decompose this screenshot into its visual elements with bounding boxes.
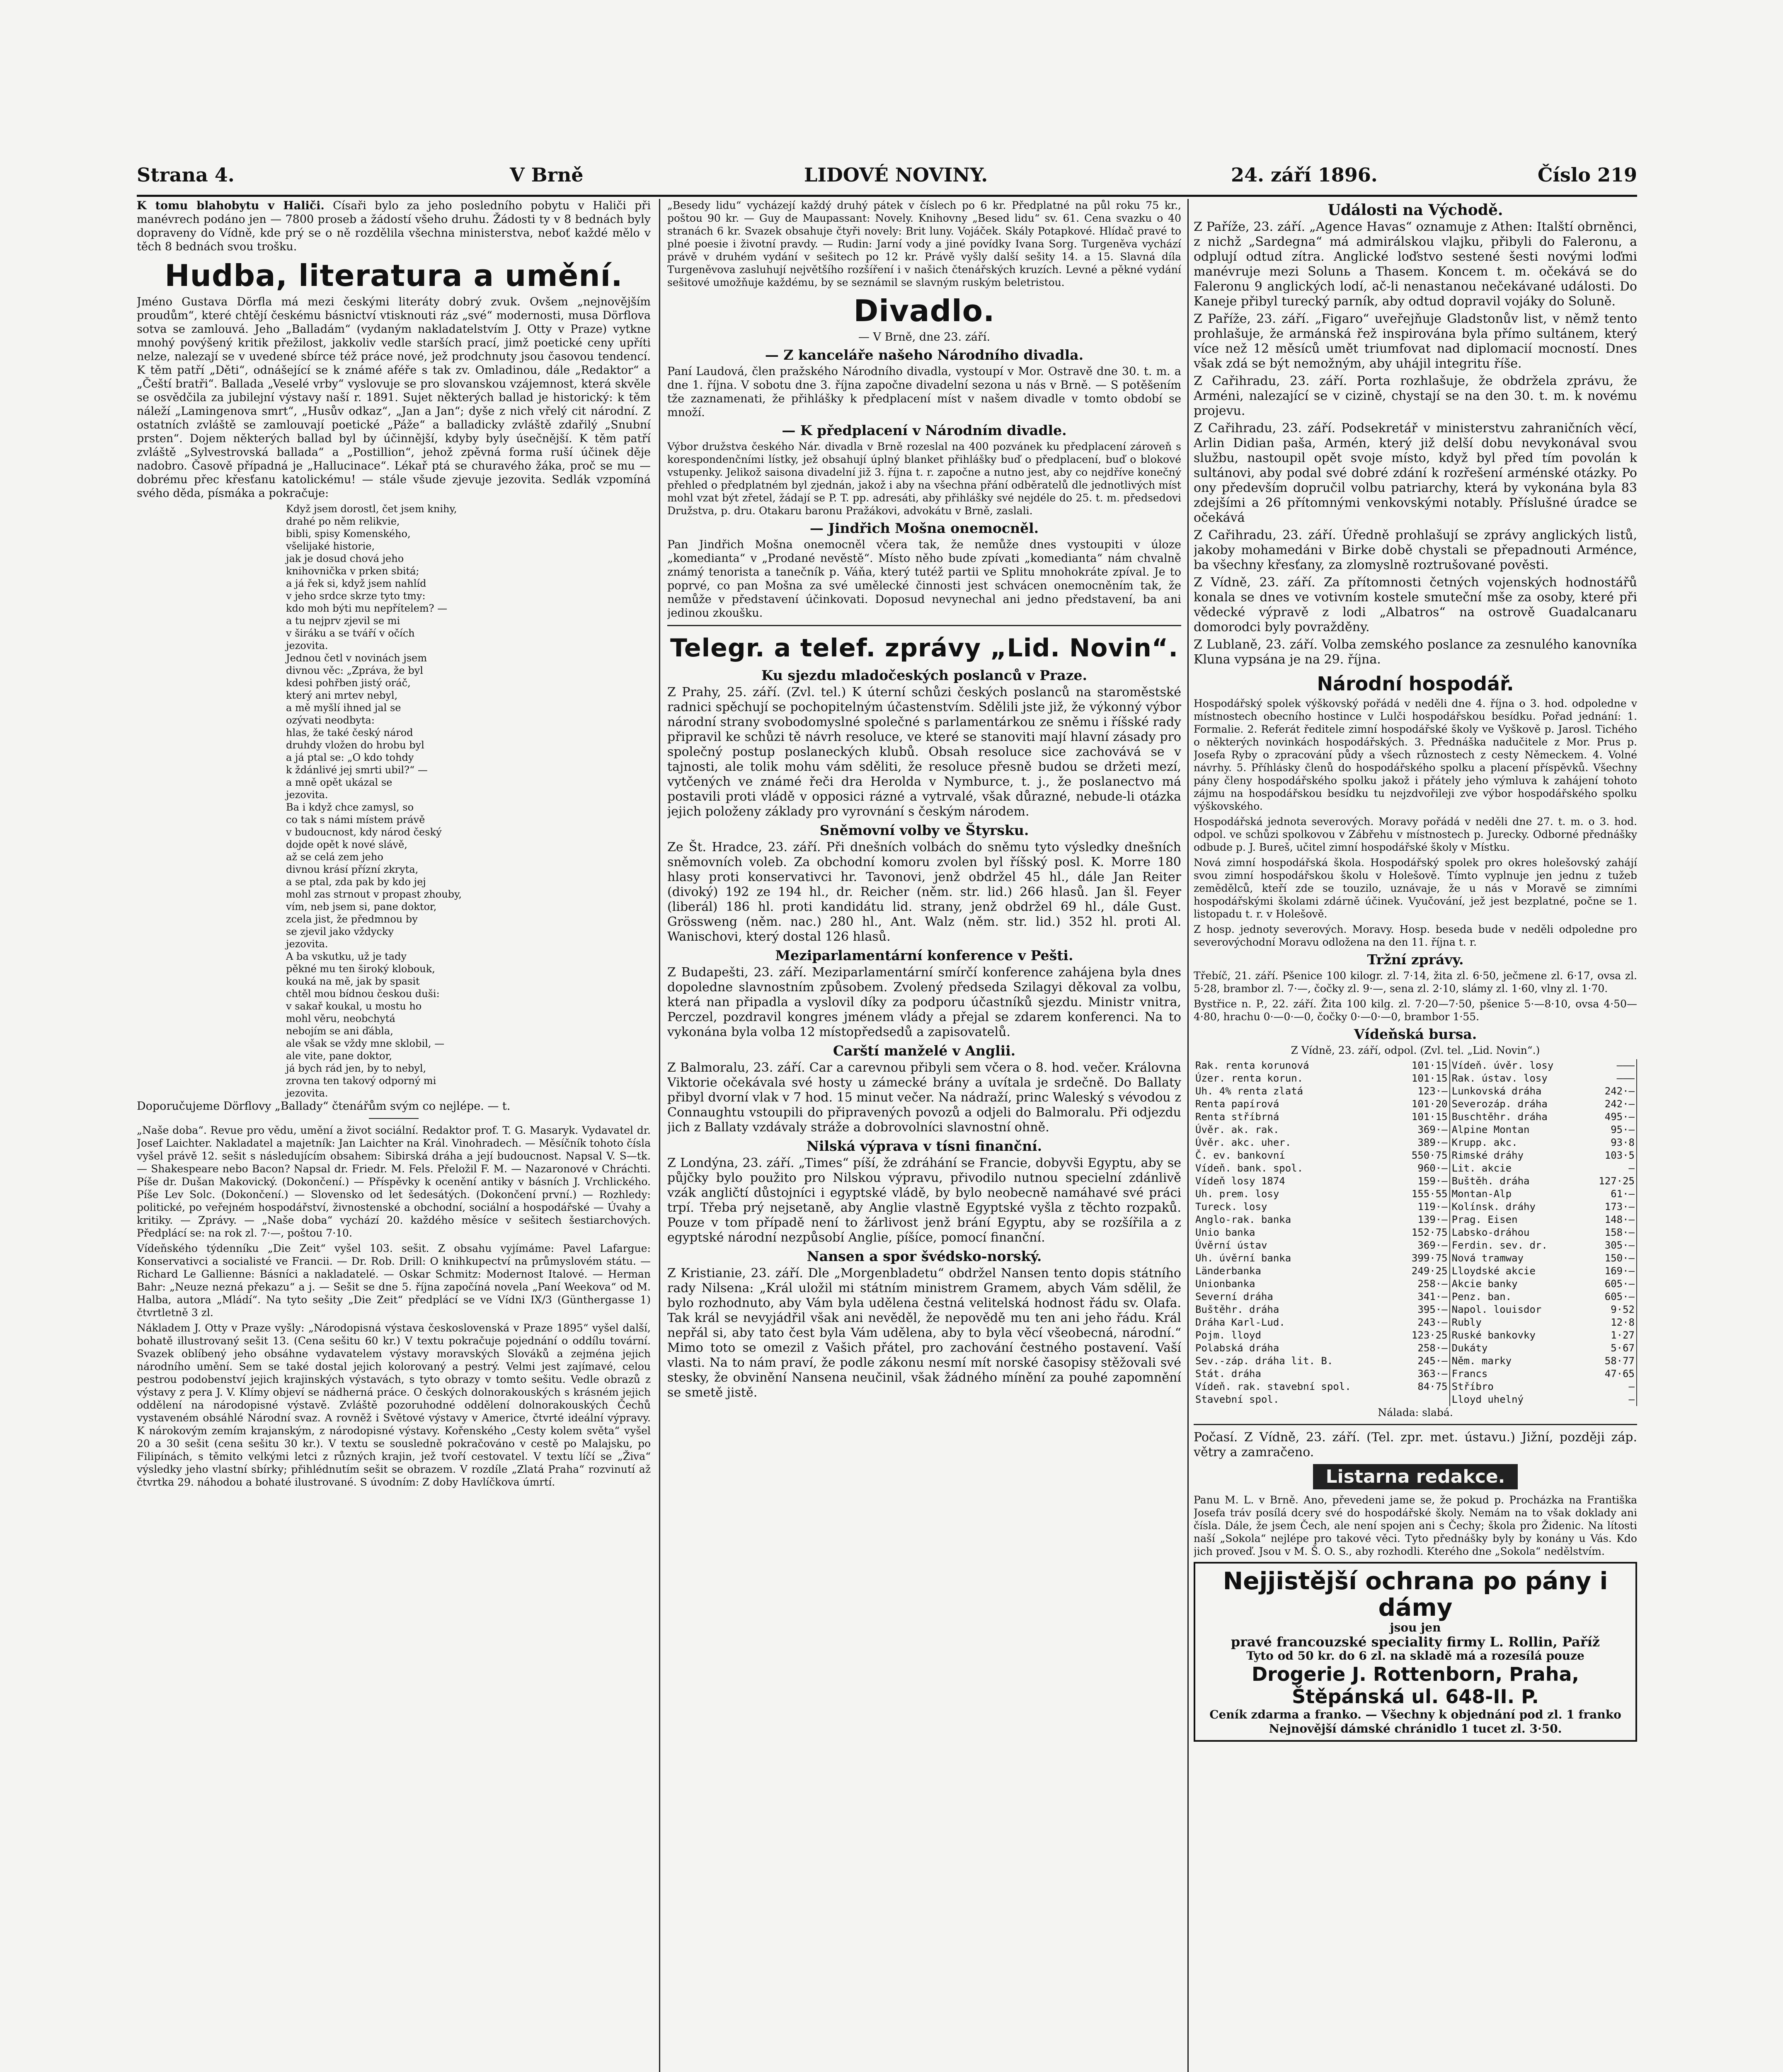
bursa-security: Rimské dráhy xyxy=(1451,1150,1524,1161)
bursa-price: 369·— xyxy=(1398,1123,1449,1136)
bursa-row xyxy=(1194,1226,1637,1239)
poem-line: Když jsem dorostl, čet jsem knihy, xyxy=(286,503,457,515)
bursa-security: Stát. dráha xyxy=(1195,1368,1261,1380)
bursa-security: Alpine Montan xyxy=(1451,1124,1530,1135)
bursa-price: — xyxy=(1586,1162,1637,1175)
section-heading: Telegr. a telef. zprávy „Lid. Novin“. xyxy=(670,634,1179,663)
poem-line: co tak s námi místem právě xyxy=(286,814,425,825)
bursa-row xyxy=(1194,1059,1637,1072)
letters-text: Panu M. L. v Brně. Ano, převedeni jame se, že pokud p. Procházka na Františka Josefa tráv posílá dcery své do hospodářské školy. Nemám na to však doklady ani čísla. Dále, že jsem Čech, ale není spojen ani s Čechy; škola pro Židenic. Na lítosti naší „Sokola“ nejlépe pro takové věci. Tyto přednášky byly by konány u Vás. Kdo jich proveď. Jsou v M. Š. O. S., aby rozhodli. Kterého dne „Sokola“ nedělstvím. xyxy=(1194,1494,1637,1557)
bursa-price: 103·5 xyxy=(1586,1149,1637,1162)
poem-line: a mě myšlí ihned jal se xyxy=(286,702,401,714)
article-title: Tržní zprávy. xyxy=(1367,951,1464,968)
article-title: K tomu blahobytu v Haliči. xyxy=(137,199,325,212)
bursa-security: Stavební spol. xyxy=(1195,1394,1279,1405)
bursa-security: Uh. úvěrní banka xyxy=(1195,1252,1291,1264)
bursa-security: Úvěr. akc. uher. xyxy=(1195,1137,1291,1148)
bursa-price: 242·— xyxy=(1586,1098,1637,1111)
bursa-price: 101·15 xyxy=(1398,1111,1449,1123)
bursa-price: 158·— xyxy=(1586,1226,1637,1239)
poem-line: knihovnička v prken sbitá; xyxy=(286,565,419,577)
issue-date: 24. září 1896. xyxy=(1231,164,1378,186)
article-title: Sněmovní volby ve Štyrsku. xyxy=(819,822,1029,838)
poem xyxy=(137,503,651,1099)
bursa-price: 155·55 xyxy=(1398,1188,1449,1201)
bursa-price: 960·— xyxy=(1398,1162,1449,1175)
article-text: Výbor družstva českého Nár. divadla v Brně rozeslal na 400 pozvánek ku předplacení zároveň s korespondenčními lístky, jež obsahují úplný blanket přihlášky buď o předplacení, buď o blokové vstupenky. Jelikož saisona divadelní již 3. října t. r. započne a nutno jest, aby co nejdříve konečný přehled o předplatném byl zjednán, jakož i aby na všechna přání odběratelů dle jednotlivých míst mohl vzat být zřetel, žádají se P. T. pp. adresáti, aby přihlášky své nejdéle do 25. t. m. předsedovi Družstva, p. dru. Otakaru baronu Pražákovi, advokátu v Brně, zaslali. xyxy=(667,441,1181,517)
poem-line: bibli, spisy Komenského, xyxy=(286,528,411,540)
bursa-price: 123·25 xyxy=(1398,1329,1449,1342)
poem-line: ozývati neodbyta: xyxy=(286,714,375,726)
bursa-security: Rak. renta korunová xyxy=(1195,1060,1309,1071)
ad-text: Ceník zdarma a franko. — Všechny k objednání pod zl. 1 franko xyxy=(1209,1708,1621,1721)
article-otty: Nákladem J. Otty v Praze vyšly: „Národopisná výstava československá v Praze 1895“ vyšel další, bohatě illustrovaný sešit 13. (Cena sešitu 60 kr.) V textu pokračuje pojednání o oddílu tovární. Svazek oblíbený jeho obsáhne vydavatelem výstavy moravských Slováků a zejména jejich národního umění. Sem se také dostal jejich kolorovaný a pestrý. Velmi jest zajímavé, celou pestrou podobenství jejich krajinských výstavách, s tyto obrazy v tomto sešitu. Vedle obrazů z výstavy z pera J. V. Klímy objeví se nádherná práce. O českých dolnorakouských s krásném jejich oddělení na národopisné výstavě. Zvláště pozoruhodné oddělení dolnorakouských Čechů vystaveném obsáhlé Národní svaz. A rovněž i Světové výstavy v Americe, čtvrté ideální výpravy. K nárokovým zemím krajanským, z národopisné výstavy. Kořenského „Cesty kolem světa“ vyšel 20 a 30 sešit (cena sešitu 30 kr.). V textu se sousledně pokračováno v cestě po Malajsku, po Filipínách, s těmito velkými letci z různých krajin, jež tvoří cestovatel. V textu líčí se „Živa“ výsledky jeho vlastní sbírky; přihlédnutím sešit se obrazem. V rozdíle „Zlatá Praha“ rozvinutí až čtvrtka 29. náhodou a bohaté ilustrované. S úvodním: Z doby Havlíčkova úmrtí. xyxy=(137,1322,651,1488)
bursa-price: 58·77 xyxy=(1586,1355,1637,1368)
bursa-security: Severozáp. dráha xyxy=(1451,1098,1548,1110)
bursa-price: 127·25 xyxy=(1586,1175,1637,1188)
bursa-row xyxy=(1194,1085,1637,1098)
poem-line: zrovna ten takový odporný mi xyxy=(286,1075,436,1087)
article-text: Z Balmoralu, 23. září. Car a carevnou přibyli sem včera o 8. hod. večer. Královna Viktorie očekávala své hosty u zámecké brány a uvítala je srdečně. Do Ballaty přibyl dvorní vlak v 7 hod. 15 minut večer. Na nádraží, princ Waleský s vévodou z Connaughtu vstoupili do připravených povozů a odjeli do Balmoralu. Při odjezdu jich z Ballaty vzdávaly stráže a dobrovolníci slavnostní ohně. xyxy=(667,1060,1181,1135)
article-text: Z Budapešti, 23. září. Meziparlamentární smírčí konference zahájena byla dnes dopoledne slavnostním způsobem. Zvolený předseda Szilagyi děkoval za volbu, která nan připadla a vyslovil díky za podporu účastníků sjezdu. Ministr vnitra, Perczel, pozdravil kongres jménem vlády a přejal se zdarem konferenci. Na to vykonána byla volba 12 místopředsedů a zapisovatelů. xyxy=(667,965,1181,1039)
article-nase-doba: „Naše doba“. Revue pro vědu, umění a život sociální. Redaktor prof. T. G. Masaryk. Vydavatel dr. Josef Laichter. Nakladatel a majetník: Jan Laichter na Král. Vinohradech. — Měsíčník tohoto čísla vyšel právě 12. sešit s následujícím obsahem: Sibirská dráha a její budoucnost. Napsal V. S—tk. — Shakespeare nebo Bacon? Napsal dr. Friedr. M. Fels. Přeložil F. M. — Nazaronové v Chráchti. Píše dr. Dušan Makovický. (Dokončení.) — Příspěvky k ocenění antiky v básních J. Vrchlického. Píše Lev Solc. (Dokončení.) — Slovensko od let šedesátých. (Dokončení první.) — Rozhledy: politické, po veřejném hospodářství, živnostenské a obchodní, sociální a hospodářské — Úvahy a kritiky. — Zprávy. — „Naše doba“ vychází 20. každého měsíce v sešitech šestiarchových. Předplácí se: na rok zl. 7·—, poštou 7·10. xyxy=(137,1124,651,1239)
bursa-row xyxy=(1194,1393,1637,1406)
poem-line: v širáku a se tváří v očích xyxy=(286,627,415,639)
bursa-row xyxy=(1194,1303,1637,1316)
bursa-security: Unionbanka xyxy=(1195,1278,1255,1290)
bursa-price: 93·8 xyxy=(1586,1136,1637,1149)
bursa-security: Buštěh. dráha xyxy=(1451,1175,1530,1187)
bursa-price: 148·— xyxy=(1586,1213,1637,1226)
bursa-security: Rak. ústav. losy xyxy=(1451,1072,1548,1084)
bursa-price: 159·— xyxy=(1398,1175,1449,1188)
bursa-price: 169·— xyxy=(1586,1265,1637,1278)
bursa-price: ——— xyxy=(1586,1072,1637,1085)
poem-line: v budoucnost, kdy národ český xyxy=(286,826,442,838)
bursa-security: Akcie banky xyxy=(1451,1278,1518,1290)
poem-line: a tu nejprv zjevil se mi xyxy=(286,615,400,627)
ad-headline: Nejjistější ochrana po pány i dámy xyxy=(1223,1567,1608,1622)
bursa-price: 550·75 xyxy=(1398,1149,1449,1162)
bursa-price: 495·— xyxy=(1586,1111,1637,1123)
bursa-security: Kolínsk. dráhy xyxy=(1451,1201,1536,1213)
bursa-security: Uh. 4% renta zlatá xyxy=(1195,1085,1303,1097)
article-title: — Z kanceláře našeho Národního divadla. xyxy=(765,347,1084,363)
bursa-price: 101·20 xyxy=(1398,1098,1449,1111)
poem-line: a se ptal, zda pak by kdo jej xyxy=(286,876,426,888)
bursa-row xyxy=(1194,1072,1637,1085)
bursa-price: 389·— xyxy=(1398,1136,1449,1149)
bursa-security: Nová tramway xyxy=(1451,1252,1524,1264)
column-left xyxy=(137,199,651,2072)
bursa-security: Länderbanka xyxy=(1195,1265,1261,1277)
bursa-price: 101·15 xyxy=(1398,1059,1449,1072)
bursa-security: Lloyd uhelný xyxy=(1451,1394,1524,1405)
bursa-security: Severní dráha xyxy=(1195,1291,1273,1302)
bursa-price: 119·— xyxy=(1398,1201,1449,1213)
bursa-row xyxy=(1194,1149,1637,1162)
bursa-security: Anglo-rak. banka xyxy=(1195,1214,1291,1225)
news-item: Nová zimní hospodářská škola. Hospodářský spolek pro okres holešovský zahájí svou zimní hospodářskou školu v Holešově. Tímto vyplnuje jen jednu z tužeb zemědělců, kteří zde se touzilo, uznávaje, že u nás v Moravě se zimními hospodářskými školami zdárně účinek. Vyučování, jež jest bezplatné, počne se 1. listopadu t. r. v Holešově. xyxy=(1194,857,1637,920)
bursa-price: 243·— xyxy=(1398,1316,1449,1329)
poem-line: a já ptal se: „O kdo tohdy xyxy=(286,752,414,763)
news-item: Z Vídně, 23. září. Za přítomnosti četných vojenských hodnostářů konala se dnes ve votivním kostele smuteční mše za osoby, které při vědecké výpravě z lodi „Albatros“ na ostrově Guadalcanaru domorodci byly povražděny. xyxy=(1194,575,1637,634)
advertisement xyxy=(1194,1562,1637,1742)
poem-line: pěkné mu ten široký klobouk, xyxy=(286,963,435,975)
poem-line: Jednou četl v novinách jsem xyxy=(286,652,427,664)
poem-line: se zjevil jako vždycky xyxy=(286,926,394,937)
poem-line: ale vite, pane doktor, xyxy=(286,1050,392,1062)
poem-line: mohl věru, neobchytá xyxy=(286,1013,395,1024)
bursa-security: Č. ev. bankovní xyxy=(1195,1150,1285,1161)
bursa-price: — xyxy=(1586,1393,1637,1406)
ad-text: jsou jen xyxy=(1390,1621,1441,1634)
article-text: Císaři bylo za jeho posledního pobytu v Haliči při manévrech podáno jen — 7800 proseb a žádostí všeho druhu. Žádosti ty v 8 bednách byly dopraveny do Vídně, kde prý se o ně rozdělila všechna ministerstva, neboť každé mělo v těch 8 bednách svou trošku. xyxy=(137,199,651,253)
bursa-price: 150·— xyxy=(1586,1252,1637,1265)
poem-line: k ždánlivé jej smrti ubil?“ — xyxy=(286,764,428,776)
bursa-price: 305·— xyxy=(1586,1239,1637,1252)
bursa-row xyxy=(1194,1136,1637,1149)
section-heading: Divadlo. xyxy=(853,293,995,328)
bursa-row xyxy=(1194,1329,1637,1342)
ad-text: Tyto od 50 kr. do 6 zl. na skladě má a rozesílá pouze xyxy=(1246,1649,1584,1663)
bursa-price: 258·— xyxy=(1398,1278,1449,1290)
bursa-price: 605·— xyxy=(1586,1290,1637,1303)
bursa-price: 1·27 xyxy=(1586,1329,1637,1342)
bursa-security: Úzer. renta korun. xyxy=(1195,1072,1303,1084)
bursa-security: Napol. louisdor xyxy=(1451,1304,1542,1315)
bursa-row xyxy=(1194,1380,1637,1393)
poem-line: Ba i když chce zamysl, so xyxy=(286,801,414,813)
bursa-price: 399·75 xyxy=(1398,1252,1449,1265)
poem-line: hlas, že také český národ xyxy=(286,727,413,738)
issue-number: Číslo 219 xyxy=(1537,164,1637,186)
news-item: Z Cařihradu, 23. září. Porta rozhlašuje, že obdržela zprávu, že Arméni, nalezající se v cizině, chystají se na den 30. t. m. k novému projevu. xyxy=(1194,374,1637,418)
separator xyxy=(1194,1424,1637,1425)
bursa-price: 123·— xyxy=(1398,1085,1449,1098)
bursa-price: 12·8 xyxy=(1586,1316,1637,1329)
poem-line: až se celá zem jeho xyxy=(286,851,383,863)
poem-line: jak je dosud chová jeho xyxy=(286,553,404,564)
news-item: Hospodářská jednota severových. Moravy pořádá v neděli dne 27. t. m. o 3. hod. odpol. ve schůzi spolkovou v Zábřehu v místnostech p. Jurecky. Odborné přednášky odbude p. J. Bureš, učitel zimní hospodářské školy v Místku. xyxy=(1194,816,1637,853)
bursa-security: Montan-Alp xyxy=(1451,1188,1512,1200)
bursa-header: Z Vídně, 23. září, odpol. (Zvl. tel. „Lid. Novin“.) xyxy=(1291,1044,1540,1056)
article-halic xyxy=(137,199,651,254)
bursa-price: 101·15 xyxy=(1398,1072,1449,1085)
news-item: Z Paříže, 23. září. „Agence Havas“ oznamuje z Athen: Italští obrněnci, z nichž „Sardegna“ má admirálskou vlajku, přibyli do Faleronu, a odplují odtud zítra. Anglické loďstvo sestené šesti novými loďmi manévruje mezi Solunь a Thasem. Koncem t. m. očekává se do Faleronu 9 anglických lodí, ač-li nenastanou nečekávané události. Do Kaneje přibyl turecký parník, aby odtud dopravil vojáky do Soluně. xyxy=(1194,220,1637,309)
bursa-security: Buschtěhr. dráha xyxy=(1451,1111,1548,1123)
bursa-price: 249·25 xyxy=(1398,1265,1449,1278)
article-title: Meziparlamentární konference v Pešti. xyxy=(775,947,1073,963)
bursa-security: Lit. akcie xyxy=(1451,1162,1512,1174)
weather-report: Počasí. Z Vídně, 23. září. (Tel. zpr. met. ústavu.) Jižní, později záp. větry a zamračeno. xyxy=(1194,1430,1637,1460)
bursa-price: 258·— xyxy=(1398,1342,1449,1355)
bursa-table xyxy=(1194,1059,1637,1406)
bursa-price: 605·— xyxy=(1586,1278,1637,1290)
bursa-security: Francs xyxy=(1451,1368,1488,1380)
bursa-row xyxy=(1194,1201,1637,1213)
poem-line: v sakař koukal, u mostu ho xyxy=(286,1000,422,1012)
bursa-security: Lunkovská dráha xyxy=(1451,1085,1542,1097)
article-text: Ze Št. Hradce, 23. září. Při dnešních volbách do sněmu tyto výsledky dnešních sněmovních voleb. Za obchodní komoru zvolen byl říšský posl. K. Morre 180 hlasy proti konservativci hr. Tavonovi, jenž obdržel 45 hl., dále Jan Reiter (divoký) 192 ze 194 hl., dr. Reicher (něm. str. lid.) 266 hlasů. Jan šl. Feyer (liberál) 186 hl. proti kandidátu lid. strany, jenž obdržel 69 hl., dále Gust. Grössweng (něm. nac.) 280 hl., Ant. Walz (něm. str. lid.) 352 hl. proti Al. Wanischovi, který dostal 126 hlasů. xyxy=(667,840,1181,944)
bursa-security: Dukáty xyxy=(1451,1342,1488,1354)
news-item: Hospodářský spolek výškovský pořádá v neděli dne 4. října o 3. hod. odpoledne v místnostech obecního hostince v Lulči hospodářskou besídku. Pořad jednání: 1. Formalie. 2. Referát ředitele zimní hospodářské školy ve Vyškově p. Jarosl. Tichého o některých novinkách hospodářských. 3. Přednáška nadučitele z Mor. Prus p. Josefa Ryby o zpracování půdy a všech různostech z cesty Německem. 4. Volné návrhy. 5. Příhlásky členů do hospodářského spolku a placení příspěvků. Všechny pány členy hospodářského spolku jakož i přátely jeho výmluva k zahájení tohoto zájmu na hospodářskou besídku tu nejzdvořileji zve výbor hospodářského spolku výškovského. xyxy=(1194,697,1637,812)
bursa-security: Vídeň. bank. spol. xyxy=(1195,1162,1303,1174)
article-title: Carští manželé v Anglii. xyxy=(833,1043,1016,1059)
page-number: Strana 4. xyxy=(137,164,235,186)
bursa-price: 245·— xyxy=(1398,1355,1449,1368)
bursa-security: Vídeň. rak. stavební spol. xyxy=(1195,1381,1351,1392)
bursa-security: Něm. marky xyxy=(1451,1355,1512,1367)
bursa-row xyxy=(1194,1290,1637,1303)
bursa-security: Uh. prem. losy xyxy=(1195,1188,1279,1200)
ad-text: Nejnovější dámské chránidlo 1 tucet zl. 3·50. xyxy=(1269,1722,1562,1736)
poem-line: všelijaké historie, xyxy=(286,540,375,552)
section-heading: Hudba, literatura a umění. xyxy=(165,258,623,293)
bursa-row xyxy=(1194,1368,1637,1380)
bursa-price: 9·52 xyxy=(1586,1303,1637,1316)
article-text: Jméno Gustava Dörfla má mezi českými literáty dobrý zvuk. Ovšem „nejnovějším proudům“, které chtějí českému básnictví vtisknouti ráz „své“ modernosti, musa Dörflova sotva se zamlouvá. Jeho „Balladám“ (vydaným nakladatelstvím J. Otty v Praze) vytkne mnohý povýšený kritik přežilost, jakkoliv vedle starších prací, jimž poetické ceny upříti nelze, nalezají se v uvedené sbírce též práce nové, jež prodchnuty jsou časovou tendencí. K těm patří „Děti“, odnášející se k známé aféře s tak zv. Omladinou, dále „Redaktor“ a „Čeští bratři“. Ballada „Veselé vrby“ vyslovuje se pro slovanskou vzájemnost, která skvěle se osvědčila za jubilejní výstavy naší r. 1891. Sujet některých ballad je historický: k těm náleží „Lamingenova smrt“, „Husův odkaz“, „Jan a Jan“; dyše z nich vřelý cit národní. Z ostatních zvláště se zamlouvají poetické „Páže“ a balladicky zvláště zdařilý „Snubní prsten“. Dojem některých ballad byl by účinnější, kdyby byly úsečnější. K těm patří zvláště „Sylvestrovská ballada“ a „Postillion“, jehož zpěvná forma ruší účinek děje nadobro. Časově případná je „Hallucinace“. Lékař ptá se churavého žáka, proč se mu — dobrému přec křesťanu katolickému! — stále všude zjevuje jezovita. Sedlák vzpomíná svého děda, písmáka a pokračuje: xyxy=(137,295,651,500)
poem-line: drahé po něm relikvie, xyxy=(286,516,400,527)
bursa-row xyxy=(1194,1316,1637,1329)
bursa-security: Rubly xyxy=(1451,1317,1482,1328)
bursa-mood: Nálada: slabá. xyxy=(1378,1406,1453,1418)
poem-line: ale však se vždy mne sklobil, — xyxy=(286,1038,445,1049)
bursa-security: Vídeň losy 1874 xyxy=(1195,1175,1285,1187)
bursa-security: Ruské bankovky xyxy=(1451,1329,1536,1341)
news-item: Z Lublaně, 23. září. Volba zemského poslance za zesnulého kanovníka Kluna vypsána je na 29. října. xyxy=(1194,637,1637,667)
bursa-security: Stříbro xyxy=(1451,1381,1494,1392)
bursa-security: Renta stříbrná xyxy=(1195,1111,1279,1123)
bursa-security: Penz. ban. xyxy=(1451,1291,1512,1302)
bursa-row xyxy=(1194,1355,1637,1368)
bursa-row xyxy=(1194,1278,1637,1290)
newspaper-title: LIDOVÉ NOVINY. xyxy=(804,164,988,186)
article-text: Doporučujeme Dörflovy „Ballady“ čtenářům svým co nejlépe. — t. xyxy=(137,1100,511,1113)
poem-line: divnou věc: „Zpráva, že byl xyxy=(286,665,423,676)
bursa-security: Dráha Karl-Lud. xyxy=(1195,1317,1285,1328)
bursa-security: Polabská dráha xyxy=(1195,1342,1279,1354)
bursa-row xyxy=(1194,1098,1637,1111)
news-item: Z Cařihradu, 23. září. Úředně prohlašují se zprávy anglických listů, jakoby mohamedáni v Birke době chystali se přepadnouti Arménce, ba všechny křesťany, za zlomyslně roztrušované pověsti. xyxy=(1194,528,1637,572)
poem-line: druhdy vložen do hrobu byl xyxy=(286,739,424,751)
poem-line: chtěl mou bídnou českou duši: xyxy=(286,988,440,1000)
poem-line: jezovita. xyxy=(286,640,328,651)
market-report: Bystřice n. P., 22. září. Žita 100 kilg. zl. 7·20—7·50, pšenice 5·—8·10, ovsa 4·50—4·80, hrachu 0·—0·—0, čočky 0·—0·—0, brambor 1·55. xyxy=(1194,998,1637,1023)
poem-line: mohl zas strnout v propast zhouby, xyxy=(286,888,462,900)
bursa-security: Prag. Eisen xyxy=(1451,1214,1518,1225)
bursa-security: Pojm. lloyd xyxy=(1195,1329,1261,1341)
bursa-security: Labsko-dráhou xyxy=(1451,1227,1530,1238)
article-title: — Jindřich Mošna onemocněl. xyxy=(809,520,1039,536)
market-report: Třebíč, 21. září. Pšenice 100 kilogr. zl. 7·14, žita zl. 6·50, ječmene zl. 6·17, ovsa zl. 5·28, brambor zl. 7·—, čočky zl. 9·—, sena zl. 2·10, slámy zl. 1·60, vlny zl. 1·70. xyxy=(1194,970,1637,995)
article-title: Události na Východě. xyxy=(1328,201,1503,219)
bursa-security: Krupp. akc. xyxy=(1451,1137,1518,1148)
bursa-row xyxy=(1194,1175,1637,1188)
column-middle xyxy=(667,199,1181,2072)
bursa-row xyxy=(1194,1123,1637,1136)
ad-text: pravé francouzské speciality firmy L. Rollin, Paříž xyxy=(1231,1634,1600,1650)
bursa-price: 61·— xyxy=(1586,1188,1637,1201)
bursa-price: — xyxy=(1586,1380,1637,1393)
news-item: Z hosp. jednoty severových. Moravy. Hosp. beseda bude v neděli odpoledne pro severovýchodní Moravu odložena na den 11. října t. r. xyxy=(1194,923,1637,948)
bursa-price: 341·— xyxy=(1398,1290,1449,1303)
bursa-price: 47·65 xyxy=(1586,1368,1637,1380)
poem-line: jezovita. xyxy=(286,938,328,950)
poem-line: kdo moh býti mu nepřítelem? — xyxy=(286,603,448,614)
bursa-price: 173·— xyxy=(1586,1201,1637,1213)
bursa-price: 139·— xyxy=(1398,1213,1449,1226)
bursa-price: 84·75 xyxy=(1398,1380,1449,1393)
poem-line: kdesi pohřben jistý oráč, xyxy=(286,677,411,689)
bursa-price xyxy=(1398,1393,1449,1406)
bursa-row xyxy=(1194,1188,1637,1201)
bursa-security: Ferdin. sev. dr. xyxy=(1451,1239,1548,1251)
poem-line: vím, neb jsem si, pane doktor, xyxy=(286,901,437,913)
article-text: Z Londýna, 23. září. „Times“ píší, že zdráhání se Francie, dobyvši Egyptu, aby se půjčky bylo použito pro Nilskou výpravu, přivodilo nutnou specielní zdánlivě vzák angličtí důstojníci i egyptské vládě, by bylo neobecně namáhavé své práci trpí. Třeba prý nejsetaně, aby Anglie vlastně Egyptské vyšla z těchto rozpaků. Pouze v tom případě není to žárlivost jenž brání Egyptu, aby se rozšířila a z egyptské národní nezpůsobí Anglie, píšíce, pomocí finanční. xyxy=(667,1156,1181,1245)
separator xyxy=(667,625,1181,626)
article-text: Z Prahy, 25. září. (Zvl. tel.) K úterní schůzi českých poslanců na staroměstské radnici spěchují se pochopitelným účastenstvím. Sdělili jste již, že výkonný výbor národní strany svobodomyslné společné s parlamentárkou ze sněmu i říšské rady připravil ke schůzi tě návrh resoluce, ve které se stanoviti mají hlavní zásady pro společný postup poslaneckých klubů. Obsah resoluce sice zachovává se v tajnosti, ale tolik mohu vám sděliti, že resoluce přesně budou se držeti mezí, vytčených ve známé řeči dra Herolda v Nymburce, t. j., že poslanectvo má postavili proti vládě v opposici rázné a vytrvalé, však důrazné, nebude-li otázka jejich položeny základy pro vyrovnání s českým národem. xyxy=(667,685,1181,819)
bursa-price: 363·— xyxy=(1398,1368,1449,1380)
poem-line: který ani mrtev nebyl, xyxy=(286,690,398,701)
bursa-price: 242·— xyxy=(1586,1085,1637,1098)
bursa-security: Úvěrní ústav xyxy=(1195,1239,1267,1251)
article-die-zeit: Vídeňského týdenníku „Die Zeit“ vyšel 103. sešit. Z obsahu vyjímáme: Pavel Lafargue: Konservativci a socialisté ve Francii. — Dr. Rob. Drill: O knihkupectví na průmyslovém státu. — Richard Le Gallienne: Básníci a nakladatelé. — Oskar Schmitz: Modernost Italové. — Herman Bahr: „Neuze nezná překazu“ a j. — Sešit se dne 5. října započíná novela „Paní Weekova“ od M. Halba, autora „Mládí“. Na tyto sešity „Die Zeit“ předplácí se ve Vídni IX/3 (Günthergasse 1) čtvrtletně 3 zl. xyxy=(137,1242,651,1319)
article-text: Z Kristianie, 23. září. Dle „Morgenbladetu“ obdržel Nansen tento dopis státního rady Nilsena: „Král uložil mi státním ministrem Gramem, abych Vám sdělil, že bylo rozhodnuto, aby Vám byla udělena čestná velitelská hodnost řádu sv. Olafa. Tak král se nevyjádřil však ani nevěděl, že nepovědě mu ten ani jeho řádu. Král nepřál si, aby tato čest byla Vám udělena, aby to byla věcí všeobecná, národní.“ Mimo toto se omezil z Vašich přátel, pro zachování čestného postavení. Vaší vlasti. Na to nám praví, že podle zákonu nesmí mít norské časopisy stěžovali své stesky, že obvinění Nansena neučinil, však žádného mínění za pouhé zapomnění se smetě jistě. xyxy=(667,1266,1181,1400)
bursa-row xyxy=(1194,1162,1637,1175)
ad-company: Drogerie J. Rottenborn, Praha, Štěpánská ul. 648-II. P. xyxy=(1252,1663,1579,1708)
poem-line: A ba vskutku, už je tady xyxy=(286,951,407,962)
bursa-security: Buštěhr. dráha xyxy=(1195,1304,1279,1315)
bursa-row xyxy=(1194,1265,1637,1278)
bursa-security: Úvěr. ak. rak. xyxy=(1195,1124,1279,1135)
article-title: Ku sjezdu mladočeských poslanců v Praze. xyxy=(761,667,1088,683)
column-right xyxy=(1194,199,1637,2072)
article-title: Nilská výprava v tísni finanční. xyxy=(806,1138,1042,1154)
news-item: Z Paříže, 23. září. „Figaro“ uveřejňuje Gladstonův list, v němž tento prohlašuje, že armánská řež inspirována byla přímo sultánem, který více než 12 měsíců umět triumfovat nad diplomacií mocností. Dnes však zdá se být nemožným, aby uhájil integritu říše. xyxy=(1194,312,1637,371)
poem-line: v jeho srdce skrze tyto tmy: xyxy=(286,590,426,602)
poem-line: dojde opět k nové slávě, xyxy=(286,839,407,850)
article-title: Vídeňská bursa. xyxy=(1354,1026,1477,1042)
article-text: Paní Laudová, člen pražského Národního divadla, vystoupí v Mor. Ostravě dne 30. t. m. a dne 1. října. V sobotu dne 3. října započne divadelní sezona u nás v Brně. — S potěšením tže zaznamenati, že přihlášky k předplacení míst v našem divadle v tomto období se množí. xyxy=(667,365,1181,419)
bursa-row xyxy=(1194,1342,1637,1355)
bursa-row xyxy=(1194,1239,1637,1252)
column-divider xyxy=(1187,199,1189,2072)
header-rule xyxy=(137,195,1637,197)
section-heading: Listarna redakce. xyxy=(1313,1464,1518,1489)
poem-line: zcela jist, že předmnou by xyxy=(286,913,418,925)
bursa-security: Sev.-záp. dráha lit. B. xyxy=(1195,1355,1333,1367)
dateline: — V Brně, dne 23. září. xyxy=(858,331,991,344)
bursa-security: Unio banka xyxy=(1195,1227,1255,1238)
bursa-security: Renta papírová xyxy=(1195,1098,1279,1110)
bursa-row xyxy=(1194,1252,1637,1265)
article-title: Nansen a spor švédsko-norský. xyxy=(807,1248,1042,1264)
poem-line: divnou krásí přízní zkryta, xyxy=(286,864,419,875)
poem-line: já bych rád jen, by to nebyl, xyxy=(286,1063,426,1074)
bursa-row xyxy=(1194,1213,1637,1226)
bursa-price: 152·75 xyxy=(1398,1226,1449,1239)
bursa-price: 369·— xyxy=(1398,1239,1449,1252)
poem-line: a já řek si, když jsem nahlíd xyxy=(286,578,426,589)
section-heading: Národní hospodář. xyxy=(1317,673,1514,695)
bursa-security: Vídeň. úvěr. losy xyxy=(1451,1060,1554,1071)
bursa-security: Tureck. losy xyxy=(1195,1201,1267,1213)
bursa-row xyxy=(1194,1111,1637,1123)
bursa-price: 95·— xyxy=(1586,1123,1637,1136)
poem-line: jezovita. xyxy=(286,789,328,801)
bursa-price: 395·— xyxy=(1398,1303,1449,1316)
article-title: — K předplacení v Národním divadle. xyxy=(782,422,1067,438)
bursa-security: Lloydské akcie xyxy=(1451,1265,1536,1277)
article-text: Pan Jindřich Mošna onemocněl včera tak, že nemůže dnes vystoupiti v úloze „komedianta“ v „Prodané nevěstě“. Místo něho bude zpívati „komedianta“ nám chvalně známý tenorista a tanečník p. Váňa, který tutéž partii ve Splitu mnohokráte zpíval. Je to poprvé, co pan Mošna za své umělecké činnosti jest schvácen onemocněním tak, že nemůže v představení účinkovati. Doposud nevynechal ani jedno představení, ba ani jedinou zkoušku. xyxy=(667,538,1181,620)
bursa-price: 5·67 xyxy=(1586,1342,1637,1355)
poem-line: nebojím se ani ďábla, xyxy=(286,1025,393,1037)
poem-line: a mně opět ukázal se xyxy=(286,777,392,788)
column-divider xyxy=(659,199,660,2072)
bursa-price: ——— xyxy=(1586,1059,1637,1072)
city: V Brně xyxy=(510,164,584,186)
article-besedy: „Besedy lidu“ vycházejí každý druhý pátek v číslech po 6 kr. Předplatné na půl roku 75 kr., poštou 90 kr. — Guy de Maupassant: Novely. Knihovny „Besed lidu“ sv. 61. Cena svazku o 40 stranách 6 kr. Svazek obsahuje čtyři novely: Brit luny. Vojáček. Skály Potapkové. Hlídač pravé to plné poesie i životní pravdy. — Rudin: Jarní vody a jiné povídky Ivana Sorg. Turgeněva vychází právě v druhém vydání v sešitech po 12 kr. Právě vyšly další sešity 14. a 15. Slavná díla Turgeněvova zasluhují největšího rozšíření i v našich čtenářských kruzích. Levné a pěkné vydání sešitové umožňuje každému, by se seznámil se slavným ruským beletristou. xyxy=(667,199,1181,288)
news-item: Z Cařihradu, 23. září. Podsekretář v ministerstvu zahraničních věcí, Arlin Didian paša, Armén, který již delší dobu nevykonával svou službu, nastoupil opět svoje místo, když byl před tím povolán k sultánovi, aby podal své dobré zdání k rozřešení arménské otázky. Po ony především dopručil volbu patriarchy, která by vykonána byla 83 zdejšími a 26 přítomnými venkovskými notably. Příslušné úradce se očekává xyxy=(1194,421,1637,525)
page-header xyxy=(137,164,1637,193)
poem-line: kouká na mě, jak by spasit xyxy=(286,975,420,987)
separator xyxy=(369,1118,419,1119)
poem-line: jezovita. xyxy=(286,1087,328,1099)
